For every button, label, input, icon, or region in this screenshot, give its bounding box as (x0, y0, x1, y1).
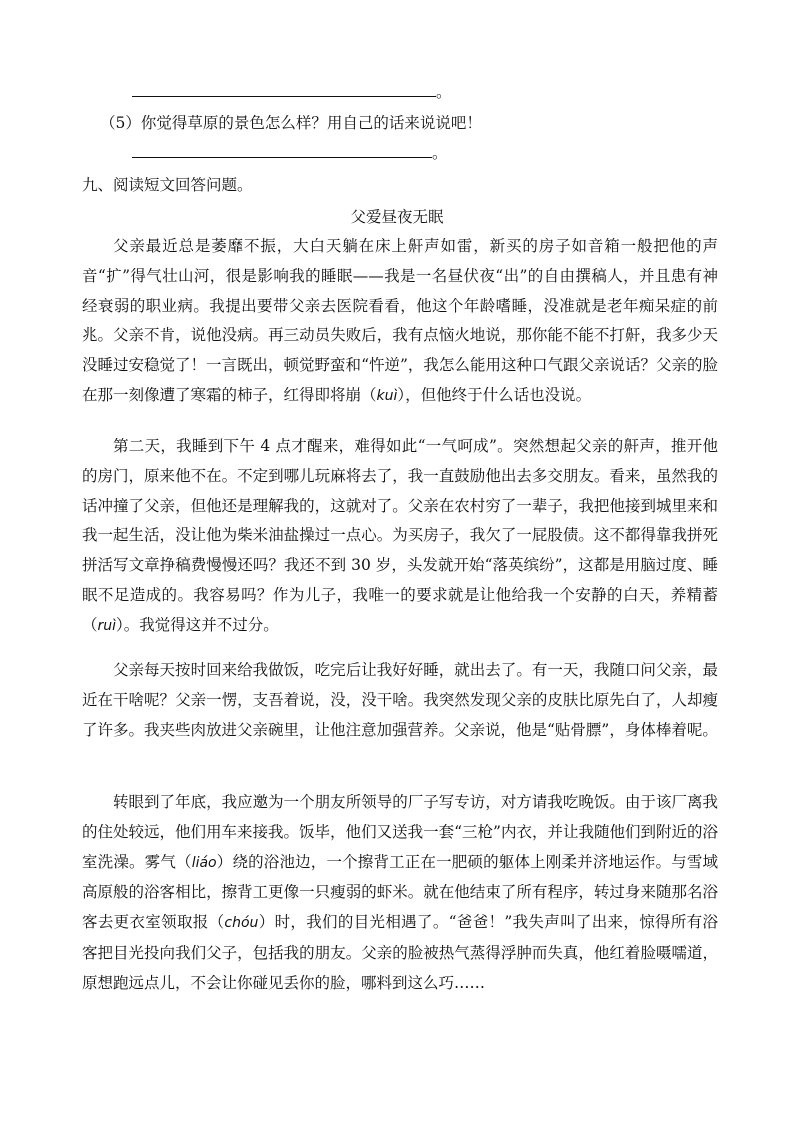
answer-blank-q4-period: 。 (436, 83, 452, 101)
passage-paragraph-2: 第二天，我睡到下午 4 点才醒来，难得如此“一气呵成”。突然想起父亲的鼾声，推开他的房门，原来他不在。不定到哪儿玩麻将去了，我一直鼓励他出去多交朋友。看来，虽然我的话冲撞了父亲，但他还是理解我的，这就对了。父亲在农村穷了一辈子，我把他接到城里来和我一起生活，没让他为柴米油盐操过一点心。为买房子，我欠了一屁股债。这不都得靠我拼死拼活写文章挣稿费慢慢还吗？我还不到 30 岁，头发就开始“落英缤纷”，这都是用脑过度、睡眠不足造成的。我容易吗？作为儿子，我唯一的要求就是让他给我一个安静的白天，养精蓄（ruì）。我觉得这并不过分。 (82, 437, 718, 634)
question-5-text: （5）你觉得草原的景色怎么样？用自己的话来说说吧！ (100, 114, 482, 132)
answer-blank-q5[interactable] (132, 157, 432, 158)
passage-paragraph-4: 转眼到了年底，我应邀为一个朋友所领导的厂子写专访，对方请我吃晚饭。由于该厂离我的住处较远，他们用车来接我。饭毕，他们又送我一套“三枪”内衣，并让我随他们到附近的浴室洗澡。雾气（liáo）绕的浴池边，一个擦背工正在一肥硕的躯体上刚柔并济地运作。与雪域高原般的浴客相比，擦背工更像一只瘦弱的虾米。就在他结束了所有程序，转过身来随那名浴客去更衣室领取报（chóu）时，我们的目光相遇了。“爸爸！”我失声叫了出来，惊得所有浴客把目光投向我们父子，包括我的朋友。父亲的脸被热气蒸得浮肿而失真，他红着脸嗫嚅道，原想跑远点儿，不会让你碰见丢你的脸，哪料到这么巧…… (82, 793, 718, 992)
answer-blank-q4[interactable] (132, 96, 436, 97)
section-9-heading: 九、阅读短文回答问题。 (82, 176, 253, 194)
pinyin-annotation: ruì (97, 617, 117, 634)
answer-blank-q5-period: 。 (432, 144, 448, 162)
pinyin-annotation: liáo (191, 854, 217, 871)
passage-paragraph-3: 父亲每天按时回来给我做饭，吃完后让我好好睡，就出去了。有一天，我随口问父亲，最近在干啥呢？父亲一愣，支吾着说，没，没干啥。我突然发现父亲的皮肤比原先白了，人却瘦了许多。我夹些肉放进父亲碗里，让他注意加强营养。父亲说，他是“贴骨膘”，身体棒着呢。 (82, 661, 718, 739)
pinyin-annotation: chóu (224, 915, 259, 932)
passage-paragraph-1: 父亲最近总是萎靡不振，大白天躺在床上鼾声如雷，新买的房子如音箱一般把他的声音“扩”得气壮山河，很是影响我的睡眠——我是一名昼伏夜“出”的自由撰稿人，并且患有神经衰弱的职业病。我提出要带父亲去医院看看，他这个年龄嗜睡，没准就是老年痴呆症的前兆。父亲不肯，说他没病。再三动员失败后，我有点恼火地说，那你能不能不打鼾，我多少天没睡过安稳觉了！一言既出，顿觉野蛮和“忤逆”，我怎么能用这种口气跟父亲说话？父亲的脸在那一刻像遭了寒霜的柿子，红得即将崩（kuì），但他终于什么话也没说。 (82, 237, 718, 404)
passage-title: 父爱昼夜无眠 (350, 208, 444, 226)
pinyin-annotation: kuì (376, 387, 398, 404)
